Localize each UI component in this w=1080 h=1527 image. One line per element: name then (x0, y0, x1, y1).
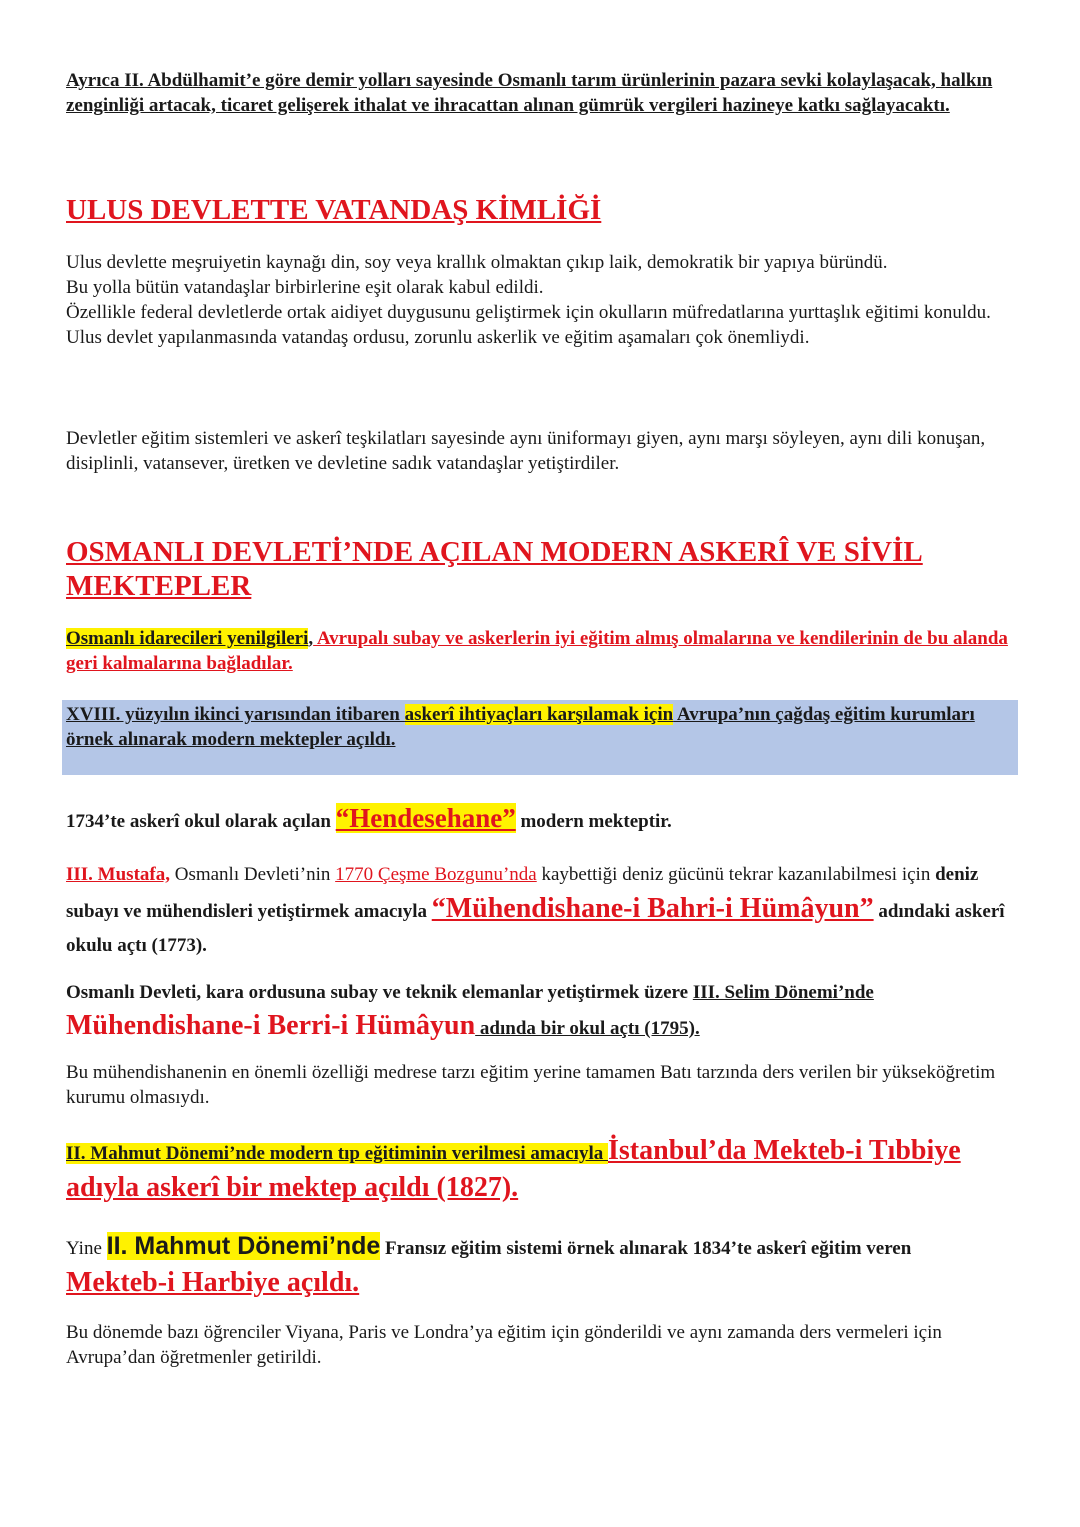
muhendishane-berri-name: Mühendishane-i Berri-i Hümâyun (66, 1010, 476, 1041)
paragraph-medrese: Bu mühendishanenin en önemli özelliği medrese tarzı eğitim yerine tamamen Batı tarzında ders verilen bir yükseköğretim kurumu olmasıydı. (66, 1062, 996, 1108)
intro-paragraph: Ayrıca II. Abdülhamit’e göre demir yolları sayesinde Osmanlı tarım ürünlerinin pazara sevki kolaylaşacak, halkın zenginliği artacak, ticaret gelişerek ithalat ve ihracattan alınan gümrük vergileri hazineye katkı sağlayacaktı. (66, 70, 993, 116)
mekteb-i-tibbiye-name: İstanbul’da Mekteb-i Tıbbiye adıyla askerî bir mektep açıldı (1827). (66, 1135, 961, 1203)
section1-lines (66, 250, 1016, 350)
paragraph-xviii-yuzyil: XVIII. yüzyılın ikinci yarısından itibaren askerî ihtiyaçları karşılamak için Avrupa’nın çağdaş eğitim kurumları örnek alınarak modern mektepler açıldı. (66, 704, 975, 750)
paragraph-muhendishane-bahri: III. Mustafa, Osmanlı Devleti’nin 1770 Çeşme Bozgunu’nda kaybettiği deniz gücünü tekrar kazanılabilmesi için deniz subayı ve mühendisleri yetiştirmek amacıyla “Mühendishane-i Bahri-i Hümâyun” adındaki askerî okulu açtı (1773). (66, 864, 1005, 956)
section-heading-mektepler: OSMANLI DEVLETİ’NDE AÇILAN MODERN ASKERÎ VE SİVİL MEKTEPLER (66, 536, 923, 602)
muhendishane-bahri-name: “Mühendishane-i Bahri-i Hümâyun” (431, 893, 874, 924)
line-2: Bu yolla bütün vatandaşlar birbirlerine eşit olarak kabul edildi. (66, 277, 544, 298)
highlight-askeri-ihtiyaclar: askerî ihtiyaçları karşılamak için (404, 704, 674, 725)
highlight-mahmut-tip: II. Mahmut Dönemi’nde modern tıp eğitiminin verilmesi amacıyla (66, 1143, 608, 1164)
paragraph-idareciler: Osmanlı idarecileri yenilgileri, Avrupalı subay ve askerlerin iyi eğitim almış olmalarına ve kendilerinin de bu alanda geri kalmalarına bağladılar. (66, 628, 1008, 674)
paragraph-ogrenciler: Bu dönemde bazı öğrenciler Viyana, Paris ve Londra’ya eğitim için gönderildi ve aynı zamanda ders vermeleri için Avrupa’dan öğretmenler getirildi. (66, 1322, 942, 1368)
section-heading-vatandas-kimligi: ULUS DEVLETTE VATANDAŞ KİMLİĞİ (66, 194, 602, 226)
hendesehane-highlight: “Hendesehane” (335, 803, 516, 833)
line-1: Ulus devlette meşruiyetin kaynağı din, soy veya krallık olmaktan çıkıp laik, demokratik bir yapıya büründü. (66, 252, 888, 273)
highlight-idareciler: Osmanlı idarecileri yenilgileri (66, 628, 309, 649)
paragraph-muhendishane-berri: Osmanlı Devleti, kara ordusuna subay ve teknik elemanlar yetiştirmek üzere III. Selim Dönemi’nde Mühendishane-i Berri-i Hümâyun adında bir okul açtı (1795). (66, 982, 874, 1041)
line-3: Özellikle federal devletlerde ortak aidiyet duygusunu geliştirmek için okulların müfredatlarına yurttaşlık eğitimi konuldu. (66, 302, 991, 323)
paragraph-hendesehane: 1734’te askerî okul olarak açılan “Hendesehane” modern mekteptir. (66, 803, 672, 833)
line-4: Ulus devlet yapılanmasında vatandaş ordusu, zorunlu askerlik ve eğitim aşamaları çok önemliydi. (66, 327, 810, 348)
section1-paragraph-2: Devletler eğitim sistemleri ve askerî teşkilatları sayesinde aynı üniformayı giyen, aynı marşı söyleyen, aynı dili konuşan, disiplinli, vatansever, üretken ve devletine sadık vatandaşlar yetiştirdiler. (66, 428, 986, 474)
highlight-mahmut-donemi: II. Mahmut Dönemi’nde (106, 1232, 381, 1260)
mekteb-i-harbiye-name: Mekteb-i Harbiye açıldı. (66, 1267, 360, 1298)
paragraph-mekteb-i-tibbiye (66, 1134, 1016, 1208)
paragraph-mekteb-i-harbiye: Yine II. Mahmut Dönemi’nde Fransız eğitim sistemi örnek alınarak 1834’te askerî eğitim veren Mekteb-i Harbiye açıldı. (66, 1232, 912, 1298)
